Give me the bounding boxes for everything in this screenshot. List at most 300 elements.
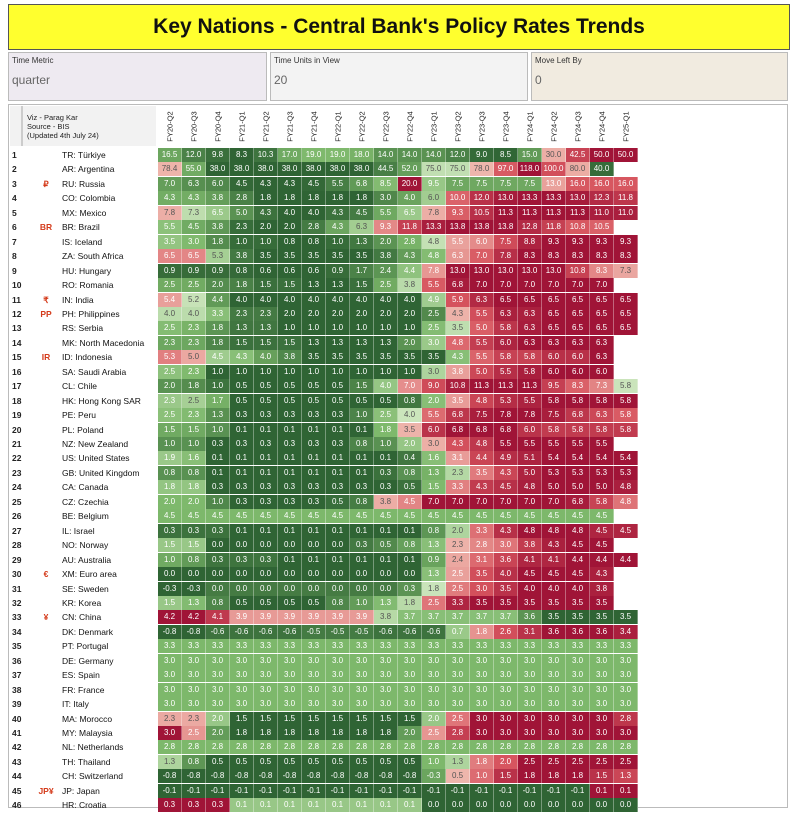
heatmap-cell[interactable]: 10.3 — [254, 148, 278, 162]
heatmap-cell[interactable]: 11.3 — [542, 206, 566, 220]
heatmap-cell[interactable]: 6.5 — [566, 307, 590, 321]
heatmap-cell[interactable]: 0.3 — [254, 553, 278, 567]
heatmap-cell[interactable]: 4.5 — [518, 567, 542, 581]
heatmap-cell[interactable]: 0.0 — [542, 798, 566, 812]
heatmap-cell[interactable]: 5.5 — [158, 220, 182, 234]
heatmap-cell[interactable]: 3.0 — [278, 697, 302, 711]
heatmap-cell[interactable]: 3.3 — [614, 639, 638, 653]
heatmap-cell[interactable]: 3.0 — [326, 683, 350, 697]
heatmap-cell[interactable]: 3.5 — [326, 249, 350, 263]
heatmap-cell[interactable]: 1.0 — [158, 437, 182, 451]
heatmap-cell[interactable]: 3.0 — [470, 683, 494, 697]
heatmap-cell[interactable]: 6.8 — [494, 423, 518, 437]
heatmap-cell[interactable]: 6.3 — [350, 220, 374, 234]
heatmap-cell[interactable]: 3.5 — [566, 596, 590, 610]
heatmap-cell[interactable]: 12.0 — [182, 148, 206, 162]
heatmap-cell[interactable]: 7.5 — [470, 177, 494, 191]
heatmap-cell[interactable]: 3.0 — [158, 654, 182, 668]
heatmap-cell[interactable]: 7.8 — [518, 408, 542, 422]
heatmap-cell[interactable]: 1.5 — [254, 712, 278, 726]
heatmap-cell[interactable]: 1.9 — [158, 451, 182, 465]
heatmap-cell[interactable]: 1.8 — [254, 726, 278, 740]
heatmap-cell[interactable]: 2.0 — [254, 220, 278, 234]
heatmap-cell[interactable]: 3.5 — [590, 596, 614, 610]
heatmap-cell[interactable]: 7.0 — [590, 278, 614, 292]
heatmap-cell[interactable]: 0.1 — [350, 798, 374, 812]
heatmap-cell[interactable]: 4.8 — [566, 524, 590, 538]
heatmap-cell[interactable]: 1.3 — [422, 466, 446, 480]
heatmap-cell[interactable]: 0.8 — [398, 538, 422, 552]
heatmap-cell[interactable]: 6.0 — [566, 365, 590, 379]
heatmap-cell[interactable]: 2.8 — [614, 740, 638, 754]
heatmap-cell[interactable]: 1.0 — [350, 365, 374, 379]
heatmap-cell[interactable]: 5.5 — [518, 394, 542, 408]
heatmap-cell[interactable]: 4.3 — [590, 567, 614, 581]
heatmap-cell[interactable]: 4.5 — [158, 509, 182, 523]
heatmap-cell[interactable]: 4.0 — [278, 293, 302, 307]
heatmap-cell[interactable]: 3.3 — [326, 639, 350, 653]
heatmap-cell[interactable]: 4.3 — [446, 437, 470, 451]
heatmap-cell[interactable]: 3.5 — [446, 394, 470, 408]
heatmap-cell[interactable]: -0.8 — [206, 769, 230, 783]
heatmap-cell[interactable]: 3.0 — [254, 668, 278, 682]
heatmap-cell[interactable]: 2.8 — [206, 740, 230, 754]
heatmap-cell[interactable]: 1.5 — [158, 423, 182, 437]
heatmap-cell[interactable]: 3.0 — [230, 654, 254, 668]
heatmap-cell[interactable]: 1.5 — [230, 712, 254, 726]
heatmap-cell[interactable]: 0.3 — [302, 437, 326, 451]
heatmap-cell[interactable]: 3.0 — [590, 697, 614, 711]
heatmap-cell[interactable]: 2.3 — [158, 336, 182, 350]
heatmap-cell[interactable]: 0.0 — [206, 567, 230, 581]
heatmap-cell[interactable]: 6.5 — [566, 321, 590, 335]
heatmap-cell[interactable]: 6.5 — [542, 293, 566, 307]
heatmap-cell[interactable]: 3.7 — [446, 610, 470, 624]
heatmap-cell[interactable]: 2.3 — [230, 307, 254, 321]
heatmap-cell[interactable]: 3.3 — [422, 639, 446, 653]
heatmap-cell[interactable]: 1.3 — [422, 538, 446, 552]
heatmap-cell[interactable]: 2.8 — [398, 740, 422, 754]
heatmap-cell[interactable]: 0.1 — [254, 524, 278, 538]
heatmap-cell[interactable]: 0.0 — [302, 582, 326, 596]
heatmap-cell[interactable]: 9.8 — [206, 148, 230, 162]
heatmap-cell[interactable]: 3.0 — [542, 683, 566, 697]
heatmap-cell[interactable]: 3.0 — [446, 683, 470, 697]
heatmap-cell[interactable]: 0.5 — [254, 596, 278, 610]
heatmap-cell[interactable]: 4.5 — [566, 538, 590, 552]
heatmap-cell[interactable]: 2.5 — [566, 755, 590, 769]
heatmap-cell[interactable]: 2.8 — [446, 726, 470, 740]
heatmap-cell[interactable]: 3.4 — [614, 625, 638, 639]
heatmap-cell[interactable]: 2.3 — [230, 220, 254, 234]
heatmap-cell[interactable]: 7.0 — [470, 249, 494, 263]
heatmap-cell[interactable]: 3.0 — [590, 726, 614, 740]
heatmap-cell[interactable]: 3.3 — [446, 639, 470, 653]
heatmap-cell[interactable]: 5.0 — [518, 466, 542, 480]
heatmap-cell[interactable]: -0.6 — [278, 625, 302, 639]
heatmap-cell[interactable]: 1.3 — [182, 596, 206, 610]
heatmap-cell[interactable]: 1.8 — [206, 321, 230, 335]
heatmap-cell[interactable]: 1.3 — [446, 755, 470, 769]
heatmap-cell[interactable]: 2.0 — [494, 755, 518, 769]
heatmap-cell[interactable]: 8.3 — [614, 249, 638, 263]
heatmap-cell[interactable]: 1.5 — [350, 712, 374, 726]
heatmap-cell[interactable]: 0.3 — [374, 480, 398, 494]
heatmap-cell[interactable]: 1.3 — [254, 321, 278, 335]
heatmap-cell[interactable]: 38.0 — [302, 162, 326, 176]
heatmap-cell[interactable]: 80.0 — [566, 162, 590, 176]
heatmap-cell[interactable]: 0.5 — [446, 769, 470, 783]
heatmap-cell[interactable]: 4.0 — [398, 293, 422, 307]
heatmap-cell[interactable]: 3.0 — [230, 683, 254, 697]
heatmap-cell[interactable]: 1.8 — [350, 726, 374, 740]
heatmap-cell[interactable]: -0.8 — [158, 625, 182, 639]
heatmap-cell[interactable]: -0.8 — [302, 769, 326, 783]
heatmap-cell[interactable]: 11.8 — [614, 191, 638, 205]
heatmap-cell[interactable]: 75.0 — [446, 162, 470, 176]
heatmap-cell[interactable]: 2.8 — [614, 712, 638, 726]
heatmap-cell[interactable]: 3.0 — [590, 683, 614, 697]
heatmap-cell[interactable]: 1.5 — [182, 423, 206, 437]
heatmap-cell[interactable]: 3.9 — [230, 610, 254, 624]
heatmap-cell[interactable]: 3.0 — [518, 712, 542, 726]
heatmap-cell[interactable]: 2.5 — [182, 394, 206, 408]
heatmap-cell[interactable]: 0.1 — [590, 784, 614, 798]
heatmap-cell[interactable]: 3.0 — [470, 668, 494, 682]
heatmap-cell[interactable]: 50.0 — [614, 148, 638, 162]
heatmap-cell[interactable]: -0.8 — [254, 769, 278, 783]
heatmap-cell[interactable]: 0.8 — [350, 495, 374, 509]
heatmap-cell[interactable]: 0.0 — [278, 567, 302, 581]
heatmap-cell[interactable]: 3.8 — [518, 538, 542, 552]
heatmap-cell[interactable]: 2.0 — [278, 220, 302, 234]
heatmap-cell[interactable]: 5.5 — [494, 437, 518, 451]
move-left-control[interactable] — [531, 52, 788, 101]
heatmap-cell[interactable]: 1.8 — [350, 191, 374, 205]
heatmap-cell[interactable]: 6.8 — [446, 408, 470, 422]
heatmap-cell[interactable]: 4.3 — [158, 191, 182, 205]
heatmap-cell[interactable]: 3.6 — [494, 553, 518, 567]
heatmap-cell[interactable]: 1.0 — [326, 235, 350, 249]
heatmap-cell[interactable]: -0.1 — [254, 784, 278, 798]
heatmap-cell[interactable]: 0.0 — [254, 538, 278, 552]
heatmap-cell[interactable]: 7.0 — [542, 495, 566, 509]
heatmap-cell[interactable]: 0.1 — [278, 466, 302, 480]
heatmap-cell[interactable]: 4.0 — [374, 293, 398, 307]
heatmap-cell[interactable]: 19.0 — [302, 148, 326, 162]
heatmap-cell[interactable]: 3.5 — [158, 235, 182, 249]
heatmap-cell[interactable]: 0.5 — [326, 394, 350, 408]
heatmap-cell[interactable]: 3.0 — [614, 726, 638, 740]
heatmap-cell[interactable]: 3.0 — [326, 654, 350, 668]
heatmap-cell[interactable]: 1.0 — [422, 755, 446, 769]
heatmap-cell[interactable]: 5.5 — [422, 408, 446, 422]
heatmap-cell[interactable]: 0.3 — [206, 437, 230, 451]
heatmap-cell[interactable]: 6.5 — [182, 249, 206, 263]
heatmap-cell[interactable]: 5.0 — [566, 480, 590, 494]
heatmap-cell[interactable]: 0.0 — [566, 798, 590, 812]
heatmap-cell[interactable]: 2.0 — [182, 495, 206, 509]
heatmap-cell[interactable]: 3.0 — [422, 668, 446, 682]
heatmap-cell[interactable]: 3.0 — [494, 538, 518, 552]
heatmap-cell[interactable]: 4.5 — [470, 509, 494, 523]
heatmap-cell[interactable]: 0.3 — [326, 437, 350, 451]
heatmap-cell[interactable]: 3.5 — [350, 249, 374, 263]
heatmap-cell[interactable]: 38.0 — [254, 162, 278, 176]
heatmap-cell[interactable]: 11.3 — [518, 379, 542, 393]
heatmap-cell[interactable]: 3.3 — [374, 639, 398, 653]
heatmap-cell[interactable]: 4.2 — [158, 610, 182, 624]
heatmap-cell[interactable]: 0.0 — [206, 582, 230, 596]
heatmap-cell[interactable]: 0.3 — [398, 582, 422, 596]
heatmap-cell[interactable]: 2.5 — [182, 726, 206, 740]
heatmap-cell[interactable]: 5.5 — [542, 437, 566, 451]
heatmap-cell[interactable]: 0.1 — [326, 798, 350, 812]
heatmap-cell[interactable]: 2.8 — [302, 740, 326, 754]
heatmap-cell[interactable]: 3.0 — [206, 668, 230, 682]
heatmap-cell[interactable]: 1.8 — [182, 480, 206, 494]
heatmap-cell[interactable]: 0.8 — [398, 394, 422, 408]
heatmap-cell[interactable]: 3.0 — [542, 726, 566, 740]
heatmap-cell[interactable]: 3.5 — [494, 596, 518, 610]
heatmap-cell[interactable]: 0.0 — [302, 538, 326, 552]
heatmap-cell[interactable]: 1.6 — [182, 451, 206, 465]
heatmap-cell[interactable]: 1.0 — [206, 365, 230, 379]
heatmap-cell[interactable]: 1.0 — [350, 321, 374, 335]
heatmap-cell[interactable]: 6.0 — [542, 350, 566, 364]
heatmap-cell[interactable]: 5.0 — [590, 480, 614, 494]
heatmap-cell[interactable]: 3.1 — [470, 553, 494, 567]
heatmap-cell[interactable]: 3.5 — [566, 610, 590, 624]
heatmap-cell[interactable]: 7.0 — [158, 177, 182, 191]
heatmap-cell[interactable]: 4.5 — [206, 509, 230, 523]
heatmap-cell[interactable]: 5.3 — [158, 350, 182, 364]
heatmap-cell[interactable]: 5.5 — [590, 437, 614, 451]
heatmap-cell[interactable]: 4.3 — [278, 177, 302, 191]
heatmap-cell[interactable]: 5.3 — [614, 466, 638, 480]
heatmap-cell[interactable]: 0.0 — [278, 582, 302, 596]
heatmap-cell[interactable]: 1.0 — [182, 437, 206, 451]
heatmap-cell[interactable]: 6.0 — [566, 350, 590, 364]
heatmap-cell[interactable]: 2.5 — [158, 278, 182, 292]
heatmap-cell[interactable]: 4.0 — [254, 293, 278, 307]
heatmap-cell[interactable]: 4.5 — [302, 509, 326, 523]
heatmap-cell[interactable]: 1.8 — [566, 769, 590, 783]
heatmap-cell[interactable]: 78.0 — [470, 162, 494, 176]
heatmap-cell[interactable]: 3.0 — [302, 697, 326, 711]
heatmap-cell[interactable]: 0.9 — [158, 264, 182, 278]
heatmap-cell[interactable]: 12.8 — [518, 220, 542, 234]
heatmap-cell[interactable]: 0.3 — [206, 524, 230, 538]
heatmap-cell[interactable]: 13.0 — [494, 264, 518, 278]
heatmap-cell[interactable]: 2.8 — [326, 740, 350, 754]
heatmap-cell[interactable]: 30.0 — [542, 148, 566, 162]
heatmap-cell[interactable]: 7.3 — [182, 206, 206, 220]
heatmap-cell[interactable]: 1.8 — [278, 191, 302, 205]
heatmap-cell[interactable]: 0.1 — [254, 798, 278, 812]
heatmap-cell[interactable]: 11.8 — [542, 220, 566, 234]
heatmap-cell[interactable]: 4.4 — [614, 553, 638, 567]
heatmap-cell[interactable]: 2.8 — [446, 740, 470, 754]
heatmap-cell[interactable]: 3.0 — [566, 726, 590, 740]
heatmap-cell[interactable]: 7.0 — [398, 379, 422, 393]
heatmap-cell[interactable]: 1.0 — [374, 437, 398, 451]
heatmap-cell[interactable]: 3.0 — [374, 654, 398, 668]
heatmap-cell[interactable]: 38.0 — [230, 162, 254, 176]
heatmap-cell[interactable]: 6.5 — [494, 293, 518, 307]
heatmap-cell[interactable]: 0.9 — [326, 264, 350, 278]
heatmap-cell[interactable]: 6.3 — [590, 336, 614, 350]
heatmap-cell[interactable]: 0.3 — [206, 553, 230, 567]
heatmap-cell[interactable]: 0.1 — [278, 798, 302, 812]
heatmap-cell[interactable]: 78.4 — [158, 162, 182, 176]
heatmap-cell[interactable]: 0.5 — [278, 394, 302, 408]
heatmap-cell[interactable]: 0.0 — [446, 798, 470, 812]
heatmap-cell[interactable]: 1.3 — [326, 278, 350, 292]
heatmap-cell[interactable]: 3.5 — [470, 567, 494, 581]
heatmap-cell[interactable]: 0.1 — [230, 466, 254, 480]
heatmap-cell[interactable]: 3.0 — [422, 437, 446, 451]
heatmap-cell[interactable]: 2.4 — [374, 264, 398, 278]
heatmap-cell[interactable]: 6.3 — [446, 249, 470, 263]
heatmap-cell[interactable]: 14.0 — [398, 148, 422, 162]
heatmap-cell[interactable]: 0.1 — [350, 553, 374, 567]
heatmap-cell[interactable]: 5.4 — [158, 293, 182, 307]
heatmap-cell[interactable]: 0.7 — [446, 625, 470, 639]
heatmap-cell[interactable]: 3.0 — [494, 712, 518, 726]
heatmap-cell[interactable]: -0.6 — [230, 625, 254, 639]
heatmap-cell[interactable]: 4.3 — [398, 249, 422, 263]
heatmap-cell[interactable]: 12.0 — [470, 191, 494, 205]
heatmap-cell[interactable]: 2.8 — [470, 538, 494, 552]
heatmap-cell[interactable]: 5.8 — [494, 321, 518, 335]
heatmap-cell[interactable]: 4.9 — [422, 293, 446, 307]
heatmap-cell[interactable]: 13.3 — [518, 191, 542, 205]
heatmap-cell[interactable]: 1.8 — [302, 726, 326, 740]
heatmap-cell[interactable]: 3.9 — [278, 610, 302, 624]
heatmap-cell[interactable]: 3.0 — [446, 668, 470, 682]
heatmap-cell[interactable]: 5.3 — [566, 466, 590, 480]
heatmap-cell[interactable]: 2.6 — [494, 625, 518, 639]
heatmap-cell[interactable]: 38.0 — [350, 162, 374, 176]
heatmap-cell[interactable]: 3.0 — [614, 668, 638, 682]
heatmap-cell[interactable]: -0.1 — [422, 784, 446, 798]
heatmap-cell[interactable]: 0.9 — [182, 264, 206, 278]
heatmap-cell[interactable]: 2.5 — [422, 596, 446, 610]
heatmap-cell[interactable]: 0.4 — [398, 451, 422, 465]
heatmap-cell[interactable]: 6.0 — [470, 235, 494, 249]
heatmap-cell[interactable]: 0.3 — [254, 408, 278, 422]
heatmap-cell[interactable]: 4.0 — [158, 307, 182, 321]
heatmap-cell[interactable]: 3.0 — [494, 668, 518, 682]
heatmap-cell[interactable]: 3.0 — [326, 697, 350, 711]
heatmap-cell[interactable]: 4.5 — [326, 509, 350, 523]
heatmap-cell[interactable]: 0.1 — [302, 553, 326, 567]
heatmap-cell[interactable]: 2.5 — [182, 278, 206, 292]
heatmap-cell[interactable]: 5.3 — [494, 394, 518, 408]
heatmap-cell[interactable]: 0.0 — [326, 582, 350, 596]
heatmap-cell[interactable]: 4.3 — [542, 538, 566, 552]
heatmap-cell[interactable]: 0.5 — [230, 596, 254, 610]
heatmap-cell[interactable]: 3.5 — [590, 610, 614, 624]
heatmap-cell[interactable]: 3.0 — [590, 654, 614, 668]
heatmap-cell[interactable]: 6.8 — [350, 177, 374, 191]
heatmap-cell[interactable]: 4.5 — [542, 567, 566, 581]
heatmap-cell[interactable]: 1.3 — [422, 567, 446, 581]
heatmap-cell[interactable]: 0.0 — [326, 538, 350, 552]
heatmap-cell[interactable]: 3.5 — [446, 321, 470, 335]
heatmap-cell[interactable]: 3.0 — [494, 683, 518, 697]
heatmap-cell[interactable]: 6.3 — [494, 307, 518, 321]
heatmap-cell[interactable]: 4.1 — [206, 610, 230, 624]
heatmap-cell[interactable]: 0.3 — [254, 437, 278, 451]
heatmap-cell[interactable]: 2.5 — [614, 755, 638, 769]
heatmap-cell[interactable]: 1.3 — [374, 596, 398, 610]
heatmap-cell[interactable]: 1.5 — [278, 336, 302, 350]
heatmap-cell[interactable]: 4.0 — [398, 408, 422, 422]
heatmap-cell[interactable]: 2.5 — [446, 712, 470, 726]
heatmap-cell[interactable]: 0.3 — [206, 798, 230, 812]
heatmap-cell[interactable]: 2.5 — [158, 365, 182, 379]
heatmap-cell[interactable]: 5.5 — [518, 437, 542, 451]
heatmap-cell[interactable]: 0.0 — [614, 798, 638, 812]
heatmap-cell[interactable]: 1.8 — [278, 726, 302, 740]
heatmap-cell[interactable]: 1.8 — [470, 625, 494, 639]
heatmap-cell[interactable]: 3.5 — [422, 350, 446, 364]
heatmap-cell[interactable]: 3.0 — [518, 654, 542, 668]
heatmap-cell[interactable]: 1.8 — [470, 755, 494, 769]
heatmap-cell[interactable]: 1.8 — [422, 582, 446, 596]
heatmap-cell[interactable]: 3.9 — [254, 610, 278, 624]
heatmap-cell[interactable]: 1.0 — [302, 365, 326, 379]
heatmap-cell[interactable]: 2.5 — [374, 408, 398, 422]
heatmap-cell[interactable]: 4.5 — [398, 495, 422, 509]
heatmap-cell[interactable]: 3.0 — [470, 712, 494, 726]
heatmap-cell[interactable]: 7.3 — [614, 264, 638, 278]
heatmap-cell[interactable]: 1.6 — [422, 451, 446, 465]
heatmap-cell[interactable]: 0.1 — [278, 553, 302, 567]
heatmap-cell[interactable]: 2.4 — [446, 553, 470, 567]
heatmap-cell[interactable]: 3.0 — [230, 668, 254, 682]
heatmap-cell[interactable]: 4.5 — [590, 538, 614, 552]
heatmap-cell[interactable]: 0.1 — [350, 524, 374, 538]
heatmap-cell[interactable]: 0.1 — [326, 466, 350, 480]
heatmap-cell[interactable]: 4.3 — [494, 524, 518, 538]
heatmap-cell[interactable]: 0.5 — [206, 755, 230, 769]
heatmap-cell[interactable]: 1.0 — [278, 321, 302, 335]
heatmap-cell[interactable]: 3.5 — [470, 466, 494, 480]
heatmap-cell[interactable]: 0.1 — [350, 466, 374, 480]
heatmap-cell[interactable]: 20.0 — [398, 177, 422, 191]
heatmap-cell[interactable]: 3.3 — [350, 639, 374, 653]
heatmap-cell[interactable]: 0.5 — [350, 755, 374, 769]
heatmap-cell[interactable]: 7.0 — [422, 495, 446, 509]
heatmap-cell[interactable]: 7.8 — [158, 206, 182, 220]
heatmap-cell[interactable]: 7.0 — [470, 278, 494, 292]
heatmap-cell[interactable]: 1.0 — [230, 235, 254, 249]
heatmap-cell[interactable]: 5.3 — [590, 466, 614, 480]
heatmap-cell[interactable]: 7.0 — [494, 495, 518, 509]
heatmap-cell[interactable]: 3.8 — [446, 365, 470, 379]
heatmap-cell[interactable]: 6.5 — [614, 307, 638, 321]
heatmap-cell[interactable]: 0.1 — [374, 553, 398, 567]
heatmap-cell[interactable]: 3.7 — [398, 610, 422, 624]
heatmap-cell[interactable]: 0.3 — [158, 798, 182, 812]
heatmap-cell[interactable]: 1.0 — [254, 235, 278, 249]
heatmap-cell[interactable]: 4.0 — [542, 582, 566, 596]
heatmap-cell[interactable]: 12.3 — [590, 191, 614, 205]
heatmap-cell[interactable]: 0.1 — [374, 451, 398, 465]
